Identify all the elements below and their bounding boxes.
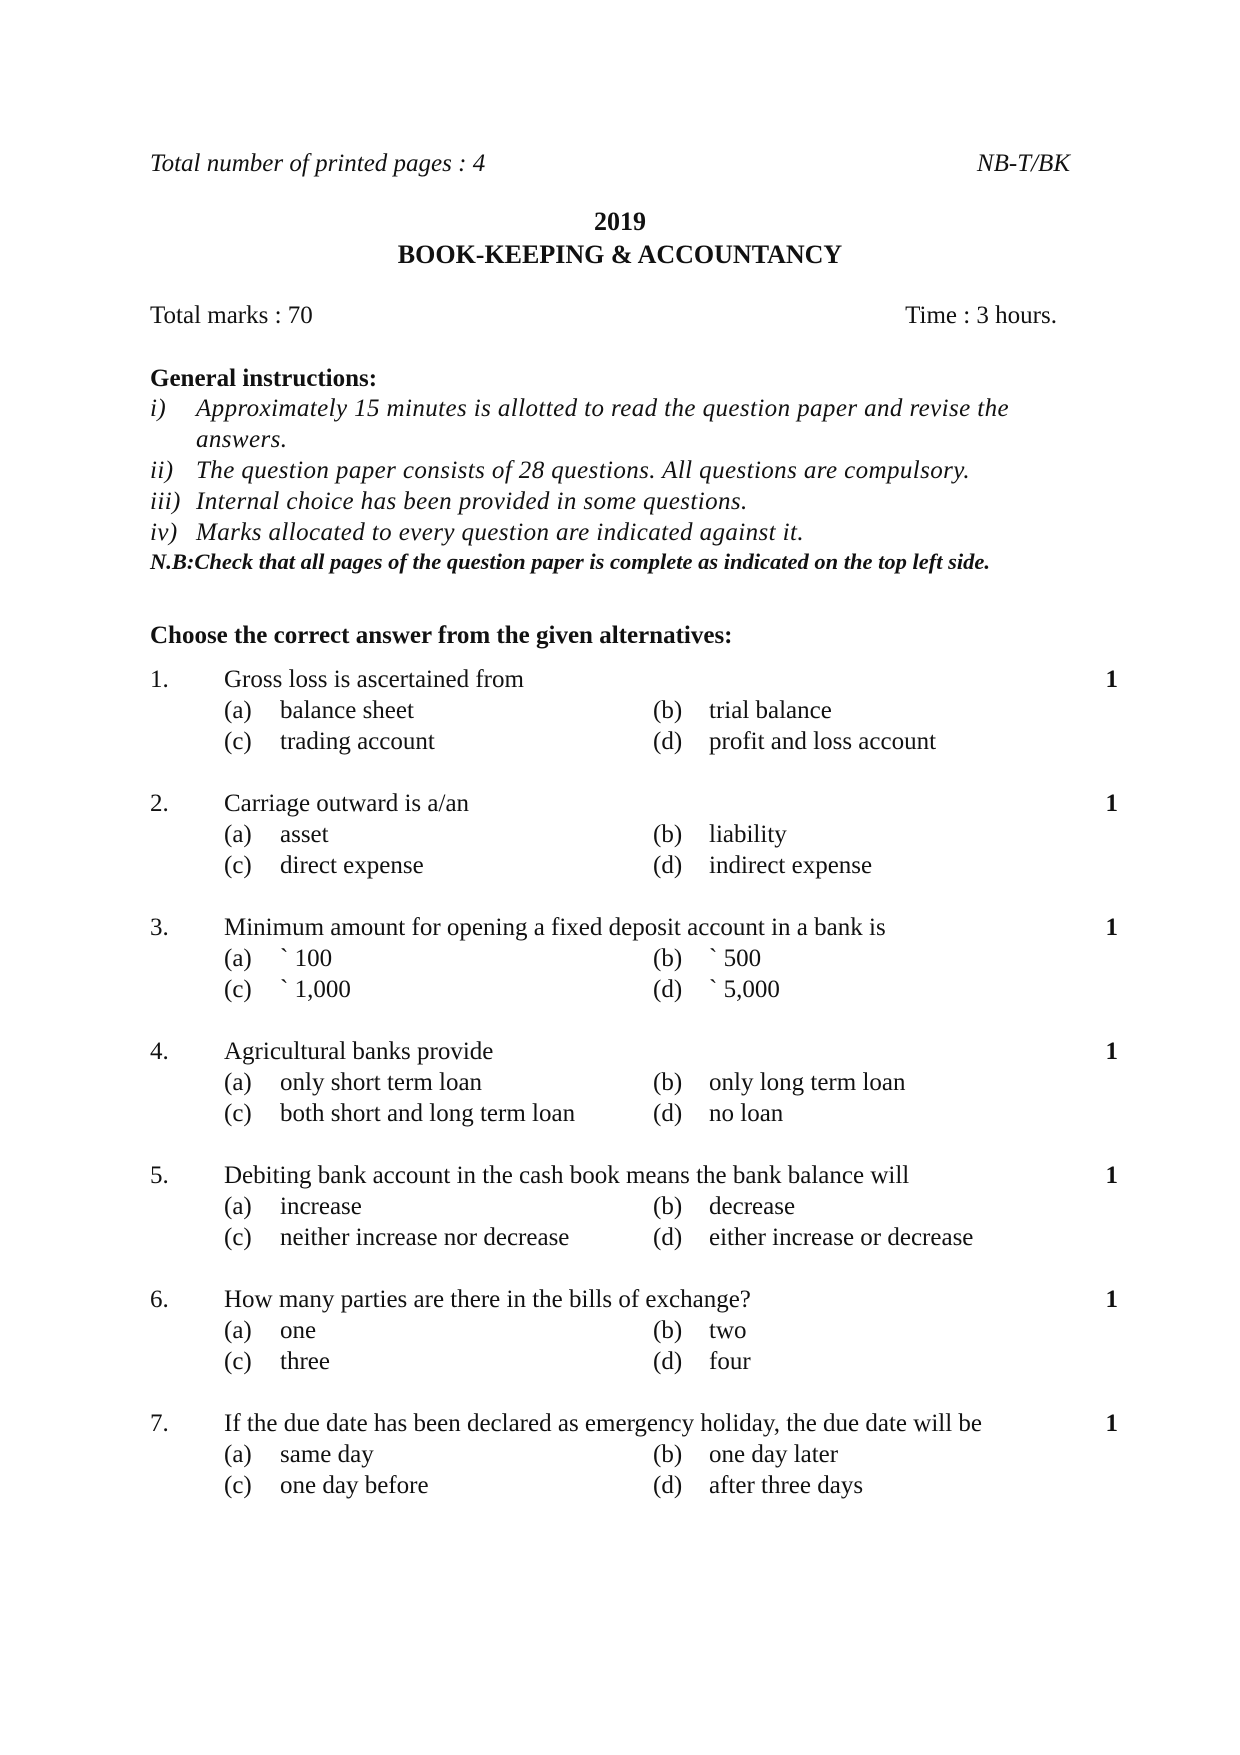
subject-title: BOOK-KEEPING & ACCOUNTANCY (397, 240, 843, 269)
instruction-text: Marks allocated to every question are indicated against it. (196, 519, 804, 546)
option-label: (a) (224, 945, 252, 972)
total-marks: Total marks : 70 (150, 302, 313, 329)
instruction-number: i) (150, 395, 167, 422)
option-label: (c) (224, 1100, 252, 1127)
option-label: (d) (653, 1348, 683, 1375)
option-label: (a) (224, 1193, 252, 1220)
option-text: same day (280, 1441, 374, 1468)
option-text: three (280, 1348, 330, 1375)
option-text: ` 100 (280, 945, 333, 972)
question-item (150, 1286, 1118, 1410)
option-text: no loan (709, 1100, 784, 1127)
option-label: (d) (653, 976, 683, 1003)
general-instructions-list (150, 393, 1080, 548)
question-item (150, 1038, 1118, 1162)
option-text: decrease (709, 1193, 796, 1220)
option-text: only short term loan (280, 1069, 483, 1096)
question-text: Gross loss is ascertained from (224, 666, 524, 693)
instruction-item (150, 517, 1080, 548)
question-line (150, 1410, 1118, 1441)
instruction-item (150, 486, 1080, 517)
nb-note: N.B:Check that all pages of the question paper is complete as indicated on the top left side. (150, 549, 990, 574)
instruction-number: iii) (150, 488, 181, 515)
question-item (150, 914, 1118, 1038)
option-text: four (709, 1348, 751, 1375)
question-item (150, 790, 1118, 914)
instruction-number: iv) (150, 519, 178, 546)
question-line (150, 1038, 1118, 1069)
option-text: increase (280, 1193, 362, 1220)
question-line (150, 1162, 1118, 1193)
option-text: liability (709, 821, 787, 848)
option-text: only long term loan (709, 1069, 906, 1096)
question-number: 4. (150, 1038, 169, 1065)
option-label: (a) (224, 697, 252, 724)
option-text: trading account (280, 728, 435, 755)
instruction-text: Approximately 15 minutes is allotted to read the question paper and revise the answers. (196, 395, 1010, 453)
instruction-text: Internal choice has been provided in some questions. (196, 488, 748, 515)
question-marks: 1 (1105, 1038, 1118, 1065)
question-text: Agricultural banks provide (224, 1038, 494, 1065)
question-line (150, 790, 1118, 821)
question-marks: 1 (1105, 914, 1118, 941)
question-line (150, 914, 1118, 945)
exam-time: Time : 3 hours. (905, 302, 1057, 329)
option-label: (d) (653, 852, 683, 879)
question-number: 5. (150, 1162, 169, 1189)
option-text: either increase or decrease (709, 1224, 974, 1251)
question-number: 1. (150, 666, 169, 693)
option-text: after three days (709, 1472, 864, 1499)
option-label: (c) (224, 1224, 252, 1251)
option-text: ` 500 (709, 945, 762, 972)
option-label: (b) (653, 945, 683, 972)
printed-pages-note: Total number of printed pages : 4 (150, 150, 486, 177)
question-item (150, 666, 1118, 790)
question-marks: 1 (1105, 1410, 1118, 1437)
section-heading: Choose the correct answer from the given alternatives: (150, 622, 733, 649)
option-label: (c) (224, 976, 252, 1003)
question-marks: 1 (1105, 790, 1118, 817)
option-text: two (709, 1317, 747, 1344)
option-label: (a) (224, 1069, 252, 1096)
instruction-number: ii) (150, 457, 174, 484)
option-label: (b) (653, 1193, 683, 1220)
general-instructions-heading: General instructions: (150, 365, 378, 392)
question-number: 3. (150, 914, 169, 941)
option-label: (a) (224, 1317, 252, 1344)
option-label: (b) (653, 1317, 683, 1344)
option-text: asset (280, 821, 329, 848)
option-label: (b) (653, 1441, 683, 1468)
instruction-item (150, 393, 1080, 455)
option-label: (c) (224, 852, 252, 879)
question-item (150, 1410, 1118, 1534)
option-text: profit and loss account (709, 728, 937, 755)
questions-list (150, 666, 1118, 1534)
option-label: (a) (224, 1441, 252, 1468)
option-label: (d) (653, 1100, 683, 1127)
question-text: Carriage outward is a/an (224, 790, 470, 817)
exam-year: 2019 (594, 207, 646, 236)
question-item (150, 1162, 1118, 1286)
question-marks: 1 (1105, 666, 1118, 693)
option-text: one (280, 1317, 317, 1344)
marks-time-row (150, 302, 1057, 330)
instruction-item (150, 455, 1080, 486)
option-text: trial balance (709, 697, 832, 724)
paper-header (150, 150, 1070, 178)
instruction-text: The question paper consists of 28 questions. All questions are compulsory. (196, 457, 971, 484)
option-label: (b) (653, 697, 683, 724)
option-text: ` 1,000 (280, 976, 351, 1003)
question-number: 6. (150, 1286, 169, 1313)
question-text: If the due date has been declared as emergency holiday, the due date will be (224, 1410, 983, 1437)
option-text: one day later (709, 1441, 839, 1468)
question-marks: 1 (1105, 1286, 1118, 1313)
option-label: (b) (653, 821, 683, 848)
option-text: indirect expense (709, 852, 873, 879)
question-line (150, 666, 1118, 697)
option-label: (a) (224, 821, 252, 848)
option-label: (d) (653, 1224, 683, 1251)
question-text: Debiting bank account in the cash book means the bank balance will (224, 1162, 910, 1189)
option-text: ` 5,000 (709, 976, 780, 1003)
option-text: both short and long term loan (280, 1100, 576, 1127)
question-text: How many parties are there in the bills of exchange? (224, 1286, 751, 1313)
option-text: one day before (280, 1472, 429, 1499)
question-number: 2. (150, 790, 169, 817)
option-label: (c) (224, 1472, 252, 1499)
option-label: (d) (653, 728, 683, 755)
question-text: Minimum amount for opening a fixed deposit account in a bank is (224, 914, 886, 941)
option-text: neither increase nor decrease (280, 1224, 570, 1251)
option-label: (c) (224, 728, 252, 755)
paper-code: NB-T/BK (976, 150, 1070, 177)
question-line (150, 1286, 1118, 1317)
question-number: 7. (150, 1410, 169, 1437)
option-label: (c) (224, 1348, 252, 1375)
question-marks: 1 (1105, 1162, 1118, 1189)
option-text: balance sheet (280, 697, 414, 724)
option-text: direct expense (280, 852, 424, 879)
option-label: (d) (653, 1472, 683, 1499)
option-label: (b) (653, 1069, 683, 1096)
